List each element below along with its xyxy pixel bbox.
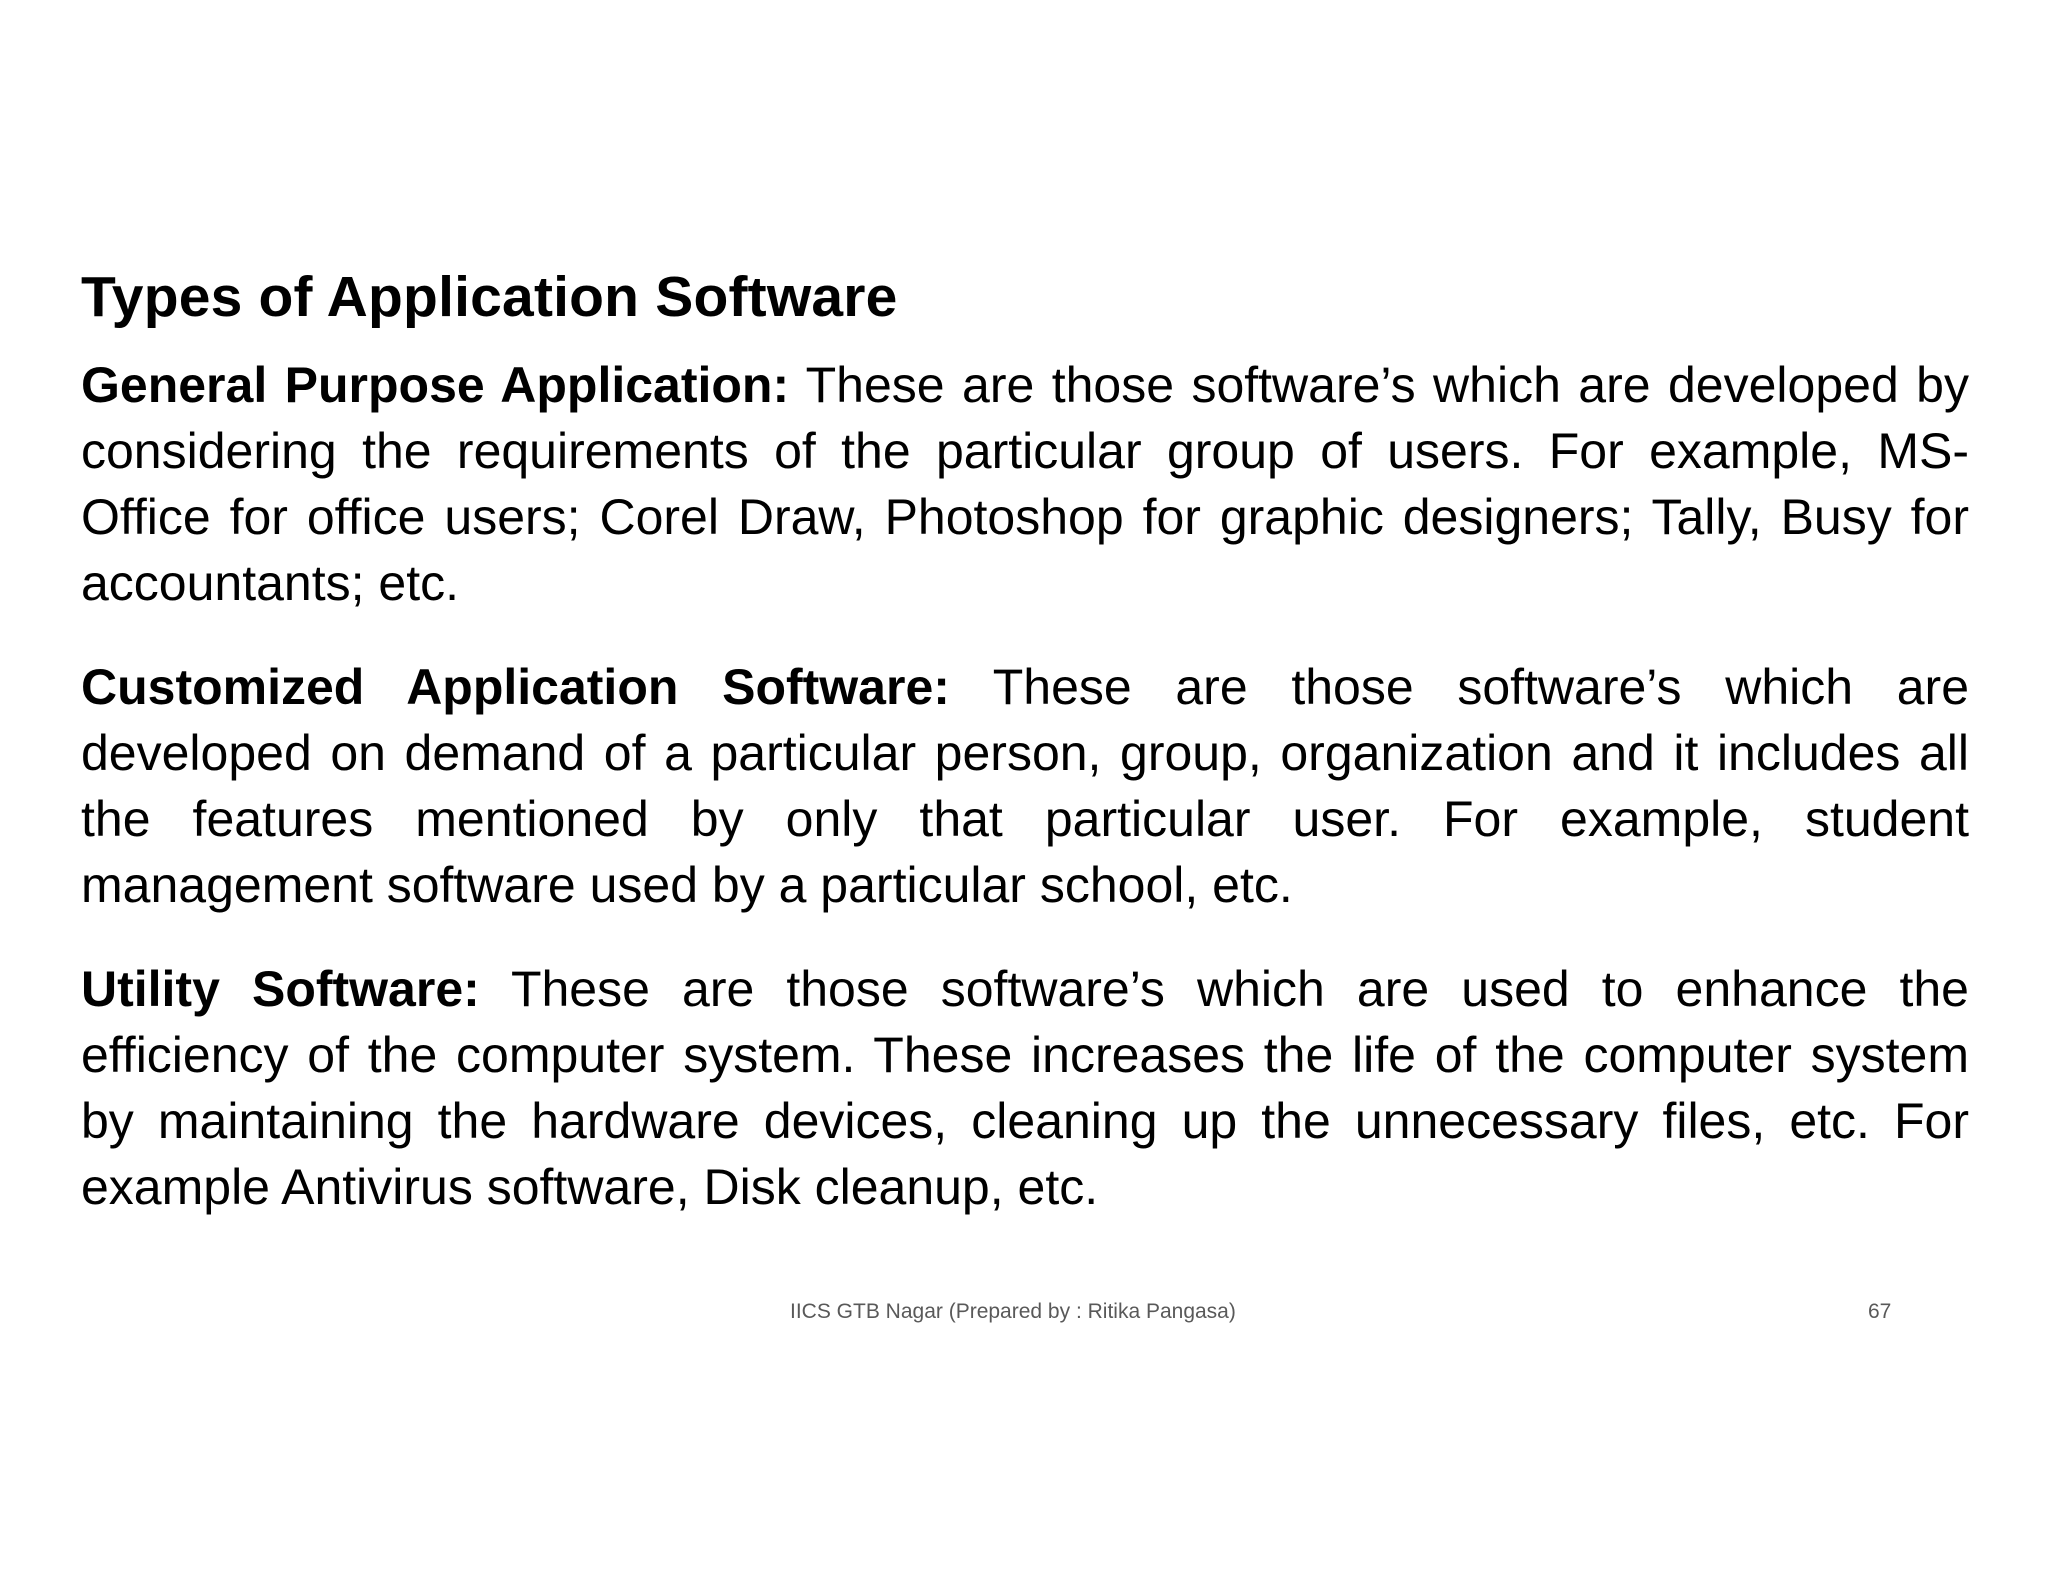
definition-utility: These are those software’s which are used to enhance the efficiency of the computer system. These increases the life of the computer system by maintaining the hardware devices, cleaning up the unnecessary files, etc. For example Antivirus software, Disk cleanup, etc. (81, 961, 1969, 1215)
paragraph-customized (81, 654, 1969, 918)
page-number: 67 (1868, 1300, 1892, 1323)
term-utility: Utility Software: (81, 961, 480, 1017)
slide-title: Types of Application Software (81, 265, 898, 329)
definition-general-purpose: These are those software’s which are developed by considering the requirements of the particular group of users. For example, MS-Office for office users; Corel Draw, Photoshop for graphic designers; Tally, Busy for accountants; etc. (81, 357, 1969, 611)
footer-text: IICS GTB Nagar (Prepared by : Ritika Pangasa) (790, 1300, 1236, 1323)
paragraph-utility (81, 956, 1969, 1220)
paragraph-general-purpose (81, 352, 1969, 616)
term-customized: Customized Application Software: (81, 659, 950, 715)
slide-content (81, 262, 1969, 1258)
definition-customized: These are those software’s which are developed on demand of a particular person, group, organization and it includes all the features mentioned by only that particular user. For example, student management software used by a particular school, etc. (81, 659, 1969, 913)
term-general-purpose: General Purpose Application: (81, 357, 790, 413)
slide-footer (0, 1300, 2048, 1330)
